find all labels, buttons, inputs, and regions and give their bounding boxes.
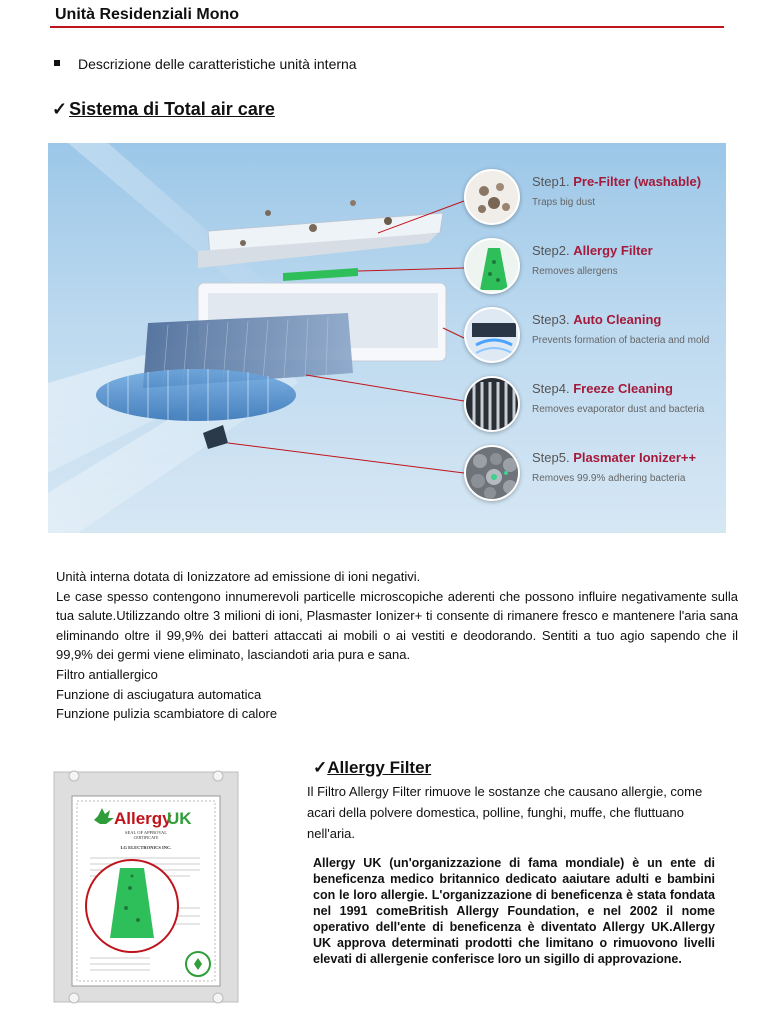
certificate-brand-accent: UK	[167, 809, 192, 828]
total-air-care-illustration	[48, 143, 726, 533]
step-3-title	[532, 312, 661, 327]
step-4-name: Freeze Cleaning	[573, 381, 673, 396]
step-5-title	[532, 450, 696, 465]
step-2-subtitle: Removes allergens	[532, 266, 618, 277]
step-2-name: Allergy Filter	[573, 243, 653, 258]
step-3-subtitle: Prevents formation of bacteria and mold	[532, 335, 710, 346]
feature-item: Filtro antiallergico	[56, 666, 158, 682]
step-4-freeze-cleaning	[464, 376, 724, 438]
ionizer-intro-paragraph: Unità interna dotata di Ionizzatore ad emissione di ioni negativi.	[56, 569, 421, 584]
step-2-allergy-filter	[464, 238, 724, 300]
allergy-filter-title	[313, 758, 431, 778]
intro-bullet	[54, 56, 357, 72]
step-1-pre-filter	[464, 169, 724, 231]
allergy-filter-title-text: Allergy Filter	[327, 758, 432, 777]
allergy-uk-description: Allergy UK (un'organizzazione di fama mondiale) è un ente di beneficenza medico britannico dedicato aaiutare adulti e bambini con le loro allergie. L'organizzazione di beneficenza è stata fondata nel 1991 comeBritish Allergy Foundation, e nel 2002 il nome operativo dell'ente di beneficenza è diventato Allergy UK.Allergy UK approva determinati prodotti che limitano o rimuovono livelli elevati di allergenie conferisce loro un sigillo di approvazione.	[313, 856, 715, 966]
step-2-title	[532, 243, 653, 258]
step-4-prefix: Step4.	[532, 381, 570, 396]
ionizer-detail-paragraph: Le case spesso contengono innumerevoli particelle microscopiche aderenti che possono influire negativamente sulla tua salute.Utilizzando oltre 3 milioni di ioni, Plasmaster Ionizer+ ti consente di rimanere fresco e mantenere l'aria sana eliminando oltre il 99,9% dei batteri attaccati ai mobili o ai vestiti e deodorando. Sentiti a tuo agio sapendo che il 99,9% dei germi viene eliminato, lasciandoti aria pura e sana.	[56, 588, 738, 663]
step-1-prefix: Step1.	[532, 174, 570, 189]
certificate-seal-title: SEAL OF APPROVAL	[124, 830, 168, 835]
certificate-company: LG ELECTRONICS INC.	[120, 845, 172, 850]
auto-cleaning-icon	[464, 307, 520, 363]
page-header	[50, 6, 724, 28]
checkmark-icon: ✓	[313, 758, 328, 777]
feature-item: Funzione pulizia scambiatore di calore	[56, 706, 278, 722]
ionizer-description	[56, 567, 738, 724]
page-title: Unità Residenziali Mono	[55, 6, 240, 23]
step-4-subtitle: Removes evaporator dust and bacteria	[532, 404, 705, 415]
step-5-subtitle: Removes 99.9% adhering bacteria	[532, 473, 686, 484]
step-5-prefix: Step5.	[532, 450, 570, 465]
allergy-uk-certificate-image	[50, 768, 242, 1008]
section-title-text: Sistema di Total air care	[69, 99, 275, 119]
bullet-square-icon	[54, 60, 60, 66]
step-4-title	[532, 381, 673, 396]
step-1-subtitle: Traps big dust	[532, 197, 595, 208]
checkmark-icon: ✓	[52, 99, 68, 119]
step-3-auto-cleaning	[464, 307, 724, 369]
step-1-title	[532, 174, 701, 189]
pre-filter-dust-icon	[464, 169, 520, 225]
intro-bullet-text: Descrizione delle caratteristiche unità interna	[78, 56, 357, 72]
ionizer-bacteria-icon	[464, 445, 520, 501]
freeze-cleaning-icon	[464, 376, 520, 432]
certificate-brand: Allergy	[114, 809, 172, 828]
step-1-name: Pre-Filter (washable)	[573, 174, 702, 189]
step-3-name: Auto Cleaning	[573, 312, 662, 327]
feature-item: Funzione di asciugatura automatica	[56, 686, 262, 702]
section-title-total-air-care	[52, 99, 275, 120]
allergy-filter-description: Il Filtro Allergy Filter rimuove le sostanze che causano allergie, come acari della polvere domestica, polline, funghi, muffe, che fluttuano nell'aria.	[307, 784, 703, 841]
certificate-seal-subtitle: CERTIFICATE	[133, 835, 159, 840]
step-5-plasmaster-ionizer	[464, 445, 724, 507]
step-5-name: Plasmater Ionizer++	[573, 450, 697, 465]
step-3-prefix: Step3.	[532, 312, 570, 327]
allergy-filter-icon	[464, 238, 520, 294]
step-2-prefix: Step2.	[532, 243, 570, 258]
